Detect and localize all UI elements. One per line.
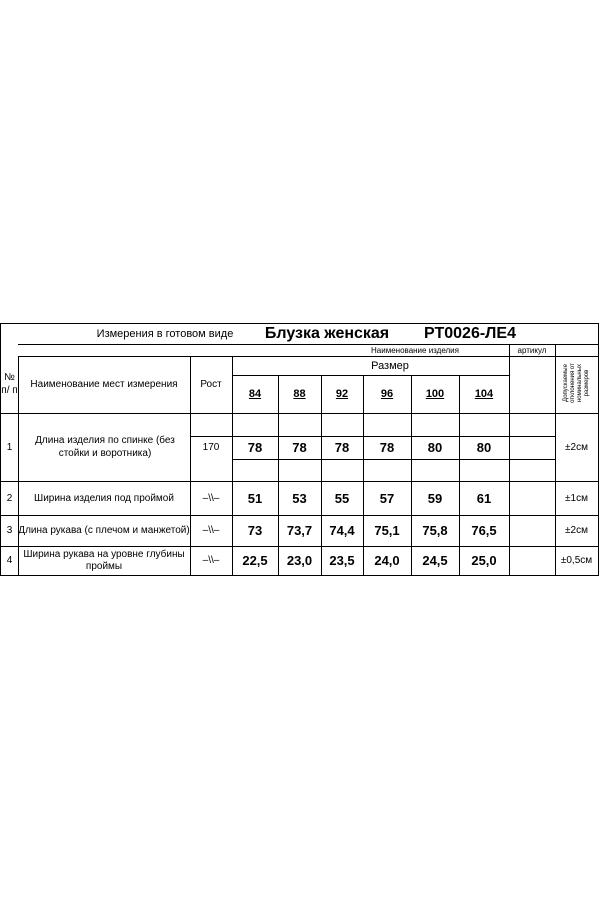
row-4-value-88: 23,0 bbox=[286, 553, 313, 568]
row-3-name: Длина рукава (с плечом и манжетой) bbox=[18, 525, 190, 536]
grid-line bbox=[509, 344, 510, 576]
size-group-header: Размер bbox=[371, 359, 409, 372]
row-4-number: 4 bbox=[6, 555, 13, 566]
measurement-table bbox=[0, 323, 599, 579]
row-4-value-84: 22,5 bbox=[242, 553, 268, 568]
row-4-value-104: 25,0 bbox=[471, 553, 497, 568]
row-3-value-88: 73,7 bbox=[286, 523, 313, 538]
row-2-value-104: 61 bbox=[476, 490, 492, 506]
row-1-value-100: 80 bbox=[427, 440, 443, 455]
article-label: артикул bbox=[517, 345, 547, 355]
row-1-name: Длина изделия по спинке (без стойки и воротника) bbox=[35, 435, 175, 459]
row-1-height: 170 bbox=[202, 442, 220, 453]
row-3-value-92: 74,4 bbox=[329, 523, 355, 538]
size-header-96: 96 bbox=[380, 388, 394, 400]
row-1-value-84: 78 bbox=[247, 440, 263, 455]
number-column-header: № п/ п bbox=[1, 372, 18, 396]
row-4-value-92: 23,5 bbox=[329, 553, 355, 568]
size-header-92: 92 bbox=[335, 388, 349, 400]
row-4-name: Ширина рукава на уровне глубины проймы bbox=[23, 548, 185, 572]
row-1-tolerance: ±2см bbox=[565, 441, 588, 453]
product-name: Блузка женская bbox=[264, 324, 390, 342]
height-column-header: Рост bbox=[200, 379, 222, 390]
row-4-height: –\\– bbox=[202, 555, 220, 566]
row-1-value-88: 78 bbox=[292, 440, 307, 455]
row-2-height: –\\– bbox=[202, 492, 220, 504]
row-2-value-96: 57 bbox=[379, 490, 395, 506]
grid-line bbox=[232, 459, 556, 460]
row-4-tolerance: ±0,5см bbox=[560, 555, 593, 566]
row-2-value-92: 55 bbox=[334, 490, 350, 506]
row-4-value-96: 24,0 bbox=[374, 553, 400, 568]
row-3-value-104: 76,5 bbox=[471, 523, 497, 538]
measurements-title: Измерения в готовом виде bbox=[96, 327, 234, 340]
tolerance-column-header: Допускаемые отклонения от номинальных размеров bbox=[563, 363, 590, 403]
size-header-88: 88 bbox=[293, 388, 306, 400]
row-2-name: Ширина изделия под проймой bbox=[34, 492, 174, 504]
size-header-100: 100 bbox=[425, 388, 445, 400]
row-1-value-92: 78 bbox=[334, 440, 350, 455]
size-header-104: 104 bbox=[474, 388, 494, 400]
row-3-tolerance: ±2см bbox=[565, 525, 588, 536]
row-1-value-104: 80 bbox=[476, 440, 492, 455]
name-column-header: Наименование мест измерения bbox=[30, 379, 178, 390]
row-3-value-100: 75,8 bbox=[422, 523, 448, 538]
row-2-number: 2 bbox=[6, 492, 13, 504]
size-header-84: 84 bbox=[248, 388, 262, 400]
row-2-value-88: 53 bbox=[292, 490, 307, 506]
row-3-number: 3 bbox=[6, 525, 13, 536]
row-4-value-100: 24,5 bbox=[422, 553, 448, 568]
row-3-height: –\\– bbox=[202, 525, 220, 536]
row-3-value-84: 73 bbox=[247, 523, 263, 538]
product-name-label: Наименование изделия bbox=[371, 345, 459, 355]
row-3-value-96: 75,1 bbox=[374, 523, 400, 538]
article-code: РТ0026-ЛЕ4 bbox=[424, 324, 516, 342]
row-1-value-96: 78 bbox=[379, 440, 395, 455]
row-2-value-84: 51 bbox=[247, 490, 263, 506]
row-2-value-100: 59 bbox=[427, 490, 443, 506]
row-2-tolerance: ±1см bbox=[565, 492, 588, 504]
row-1-number: 1 bbox=[6, 441, 13, 453]
